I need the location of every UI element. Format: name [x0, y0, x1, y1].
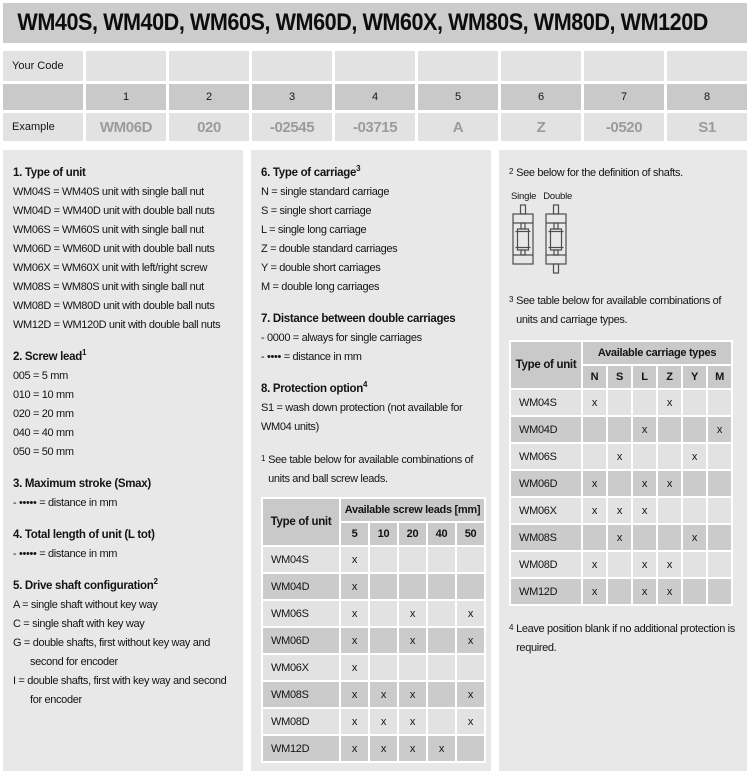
definition-line: WM04S = WM40S unit with single ball nut: [13, 186, 204, 198]
mark-cell: x: [633, 579, 656, 604]
unit-cell: WM06X: [511, 498, 581, 523]
heading-text: 1. Type of unit: [13, 167, 86, 179]
mark-cell: x: [341, 547, 368, 572]
section-heading: [13, 164, 233, 183]
example-value: 020: [169, 113, 249, 141]
mark-cell: [683, 498, 706, 523]
definition-line: Y = double short carriages: [261, 262, 381, 274]
definition-line: 010 = 10 mm: [13, 389, 74, 401]
definition-line: WM06D = WM60D unit with double ball nuts: [13, 243, 215, 255]
table-group-header: Available screw leads [mm]: [341, 499, 484, 521]
heading-sup: 4: [362, 380, 368, 390]
definition-line: 050 = 50 mm: [13, 446, 74, 458]
mark-cell: x: [708, 417, 731, 442]
mark-cell: x: [608, 444, 631, 469]
your-code-cell: [584, 51, 664, 81]
table-row: [511, 471, 731, 496]
footnote-text: See table below for available combinations of units and carriage types.: [516, 295, 722, 326]
mark-cell: x: [633, 471, 656, 496]
position-number: 8: [667, 84, 747, 110]
example-value: -03715: [335, 113, 415, 141]
position-number: 3: [252, 84, 332, 110]
position-number: 6: [501, 84, 581, 110]
mark-cell: x: [370, 682, 397, 707]
definition-line: Z = double standard carriages: [261, 243, 398, 255]
definition-line: 005 = 5 mm: [13, 370, 68, 382]
mark-cell: [683, 579, 706, 604]
definition-line: G = double shafts, first without key way and second for encoder: [13, 637, 211, 668]
table-row: [263, 547, 484, 572]
mark-cell: x: [341, 736, 368, 761]
your-code-cell: [335, 51, 415, 81]
mark-cell: [399, 655, 426, 680]
example-value: -02545: [252, 113, 332, 141]
definition-line: WM04D = WM40D unit with double ball nuts: [13, 205, 215, 217]
unit-cell: WM06D: [263, 628, 339, 653]
mark-cell: [633, 390, 656, 415]
mark-cell: x: [457, 709, 484, 734]
mark-cell: [399, 547, 426, 572]
heading-text: 2. Screw lead: [13, 351, 82, 363]
your-code-row: [3, 51, 747, 81]
table-row: [511, 552, 731, 577]
single-shaft-label: Single: [511, 191, 537, 202]
example-label: Example: [3, 113, 83, 141]
section-heading: [261, 164, 481, 183]
footnote-sup: 1: [261, 454, 266, 463]
section-screw-lead: [13, 348, 233, 462]
mark-cell: x: [399, 628, 426, 653]
definition-line: N = single standard carriage: [261, 186, 390, 198]
mark-cell: [428, 601, 455, 626]
mark-cell: x: [658, 390, 681, 415]
mark-cell: x: [341, 655, 368, 680]
footnote-text: See below for the definition of shafts.: [516, 167, 683, 179]
column-header: N: [583, 366, 606, 388]
column-header: L: [633, 366, 656, 388]
mark-cell: x: [633, 498, 656, 523]
example-value: A: [418, 113, 498, 141]
mark-cell: [370, 601, 397, 626]
definition-line: - ••••• = distance in mm: [13, 497, 118, 509]
mark-cell: [658, 417, 681, 442]
mark-cell: [583, 525, 606, 550]
table-row: [263, 574, 484, 599]
mark-cell: x: [457, 628, 484, 653]
definition-line: WM06S = WM60S unit with single ball nut: [13, 224, 204, 236]
section-carriage-distance: [261, 310, 481, 367]
mark-cell: x: [608, 498, 631, 523]
table-row: [263, 736, 484, 761]
table-corner-header: Type of unit: [511, 342, 581, 388]
column-header: 5: [341, 523, 368, 545]
panel-right: [499, 150, 747, 771]
unit-cell: WM06S: [263, 601, 339, 626]
heading-sup: 2: [153, 577, 158, 587]
definition-line: - •••• = distance in mm: [261, 351, 362, 363]
definition-line: WM08D = WM80D unit with double ball nuts: [13, 300, 215, 312]
definition-line: C = single shaft with key way: [13, 618, 145, 630]
mark-cell: x: [658, 579, 681, 604]
mark-cell: [370, 655, 397, 680]
mark-cell: x: [341, 682, 368, 707]
mark-cell: x: [370, 709, 397, 734]
mark-cell: x: [608, 525, 631, 550]
mark-cell: [708, 444, 731, 469]
column-header: S: [608, 366, 631, 388]
unit-cell: WM08S: [511, 525, 581, 550]
page-title: WM40S, WM40D, WM60S, WM60D, WM60X, WM80S, WM80D, WM120D: [17, 9, 708, 36]
mark-cell: x: [683, 444, 706, 469]
heading-text: 8. Protection option: [261, 383, 363, 395]
section-heading: [261, 310, 481, 329]
column-header: 50: [457, 523, 484, 545]
mark-cell: [658, 498, 681, 523]
mark-cell: [428, 655, 455, 680]
mark-cell: x: [428, 736, 455, 761]
definition-line: - 0000 = always for single carriages: [261, 332, 422, 344]
mark-cell: x: [583, 552, 606, 577]
mark-cell: x: [633, 552, 656, 577]
mark-cell: x: [457, 601, 484, 626]
mark-cell: [683, 471, 706, 496]
panel-left: [3, 150, 243, 771]
mark-cell: x: [583, 390, 606, 415]
mark-cell: [457, 547, 484, 572]
mark-cell: x: [658, 471, 681, 496]
mark-cell: [370, 547, 397, 572]
mark-cell: [428, 574, 455, 599]
position-row-spacer: [3, 84, 83, 110]
mark-cell: [658, 525, 681, 550]
unit-cell: WM12D: [511, 579, 581, 604]
table-row: [511, 498, 731, 523]
example-value: Z: [501, 113, 581, 141]
mark-cell: [708, 552, 731, 577]
unit-cell: WM08D: [263, 709, 339, 734]
section-drive-shaft: [13, 577, 233, 710]
mark-cell: [428, 628, 455, 653]
mark-cell: [683, 552, 706, 577]
content-panels: [3, 150, 747, 771]
carriage-type-table: [509, 340, 733, 606]
mark-cell: x: [341, 628, 368, 653]
your-code-cell: [667, 51, 747, 81]
mark-cell: x: [399, 682, 426, 707]
section-heading: [13, 526, 233, 545]
example-value: -0520: [584, 113, 664, 141]
mark-cell: x: [341, 709, 368, 734]
ordering-code-table: [3, 51, 747, 150]
mark-cell: [683, 390, 706, 415]
section-heading: [261, 380, 481, 399]
mark-cell: x: [583, 471, 606, 496]
mark-cell: [608, 390, 631, 415]
footnote-sup: 2: [509, 167, 514, 176]
mark-cell: [608, 579, 631, 604]
footnote-sup: 3: [509, 295, 514, 304]
mark-cell: [428, 709, 455, 734]
footnote-2: [509, 164, 737, 183]
mark-cell: x: [658, 552, 681, 577]
heading-text: 7. Distance between double carriages: [261, 313, 456, 325]
footnote-4: [509, 620, 737, 658]
table-row: [511, 525, 731, 550]
mark-cell: [708, 390, 731, 415]
position-number: 5: [418, 84, 498, 110]
mark-cell: x: [683, 525, 706, 550]
mark-cell: [608, 471, 631, 496]
table-row: [511, 444, 731, 469]
definition-line: WM08S = WM80S unit with single ball nut: [13, 281, 204, 293]
mark-cell: [457, 655, 484, 680]
table-row: [263, 601, 484, 626]
table-corner-header: Type of unit: [263, 499, 339, 545]
position-number: 4: [335, 84, 415, 110]
your-code-cell: [501, 51, 581, 81]
single-shaft-icon: [513, 205, 533, 264]
mark-cell: [633, 525, 656, 550]
mark-cell: [683, 417, 706, 442]
mark-cell: [708, 471, 731, 496]
definition-line: A = single shaft without key way: [13, 599, 158, 611]
mark-cell: [708, 579, 731, 604]
title-bar: [3, 3, 747, 43]
mark-cell: [608, 552, 631, 577]
mark-cell: [583, 444, 606, 469]
footnote-text: See table below for available combinations of units and ball screw leads.: [268, 454, 474, 485]
mark-cell: x: [399, 601, 426, 626]
panel-middle: [251, 150, 491, 771]
mark-cell: [370, 628, 397, 653]
unit-cell: WM06X: [263, 655, 339, 680]
definition-line: I = double shafts, first with key way and second for encoder: [13, 675, 227, 706]
mark-cell: [428, 682, 455, 707]
shaft-definition-diagram: [511, 191, 737, 280]
table-row: [511, 390, 731, 415]
position-number-row: [3, 84, 747, 110]
mark-cell: x: [583, 579, 606, 604]
section-protection-option: [261, 380, 481, 437]
double-shaft-label: Double: [543, 191, 573, 202]
definition-line: 040 = 40 mm: [13, 427, 74, 439]
your-code-cell: [169, 51, 249, 81]
unit-cell: WM06D: [511, 471, 581, 496]
mark-cell: [457, 736, 484, 761]
definition-line: - ••••• = distance in mm: [13, 548, 118, 560]
column-header: 10: [370, 523, 397, 545]
section-heading: [13, 577, 233, 596]
footnote-1: [261, 451, 481, 489]
definition-line: WM06X = WM60X unit with left/right screw: [13, 262, 208, 274]
mark-cell: [370, 574, 397, 599]
unit-cell: WM06S: [511, 444, 581, 469]
section-carriage-type: [261, 164, 481, 297]
column-header: Z: [658, 366, 681, 388]
table-row: [511, 417, 731, 442]
definition-line: WM12D = WM120D unit with double ball nuts: [13, 319, 221, 331]
your-code-cell: [252, 51, 332, 81]
heading-text: 5. Drive shaft configuration: [13, 580, 154, 592]
footnote-3: [509, 292, 737, 330]
unit-cell: WM04S: [263, 547, 339, 572]
position-number: 7: [584, 84, 664, 110]
your-code-cell: [86, 51, 166, 81]
mark-cell: [457, 574, 484, 599]
mark-cell: x: [583, 498, 606, 523]
unit-cell: WM08S: [263, 682, 339, 707]
table-row: [263, 682, 484, 707]
position-number: 2: [169, 84, 249, 110]
example-value: WM06D: [86, 113, 166, 141]
definition-line: M = double long carriages: [261, 281, 380, 293]
mark-cell: x: [457, 682, 484, 707]
unit-cell: WM04S: [511, 390, 581, 415]
section-type-of-unit: [13, 164, 233, 335]
your-code-label: Your Code: [3, 51, 83, 81]
unit-cell: WM04D: [263, 574, 339, 599]
mark-cell: [583, 417, 606, 442]
example-value: S1: [667, 113, 747, 141]
mark-cell: x: [341, 601, 368, 626]
screw-lead-table: [261, 497, 486, 763]
mark-cell: [608, 417, 631, 442]
mark-cell: x: [633, 417, 656, 442]
footnote-text: Leave position blank if no additional protection is required.: [516, 623, 735, 654]
unit-cell: WM08D: [511, 552, 581, 577]
heading-text: 6. Type of carriage: [261, 167, 357, 179]
heading-text: 4. Total length of unit (L tot): [13, 529, 155, 541]
example-row: [3, 113, 747, 141]
column-header: M: [708, 366, 731, 388]
double-shaft-icon: [546, 205, 566, 273]
mark-cell: x: [399, 709, 426, 734]
mark-cell: [708, 498, 731, 523]
unit-cell: WM04D: [511, 417, 581, 442]
definition-line: 020 = 20 mm: [13, 408, 74, 420]
heading-text: 3. Maximum stroke (Smax): [13, 478, 151, 490]
section-heading: [13, 348, 233, 367]
footnote-sup: 4: [509, 623, 514, 632]
section-max-stroke: [13, 475, 233, 513]
column-header: 20: [399, 523, 426, 545]
mark-cell: [428, 547, 455, 572]
heading-sup: 3: [356, 164, 361, 174]
table-row: [263, 709, 484, 734]
table-row: [263, 655, 484, 680]
column-header: Y: [683, 366, 706, 388]
mark-cell: x: [341, 574, 368, 599]
definition-line: S1 = wash down protection (not available for WM04 units): [261, 402, 463, 433]
mark-cell: [708, 525, 731, 550]
definition-line: S = single short carriage: [261, 205, 372, 217]
shaft-diagram-icon: [511, 204, 575, 275]
column-header: 40: [428, 523, 455, 545]
section-heading: [13, 475, 233, 494]
table-row: [511, 579, 731, 604]
section-total-length: [13, 526, 233, 564]
mark-cell: [399, 574, 426, 599]
mark-cell: [658, 444, 681, 469]
table-group-header: Available carriage types: [583, 342, 731, 364]
mark-cell: x: [370, 736, 397, 761]
heading-sup: 1: [81, 348, 87, 358]
position-number: 1: [86, 84, 166, 110]
table-row: [263, 628, 484, 653]
mark-cell: x: [399, 736, 426, 761]
unit-cell: WM12D: [263, 736, 339, 761]
your-code-cell: [418, 51, 498, 81]
definition-line: L = single long carriage: [261, 224, 367, 236]
mark-cell: [633, 444, 656, 469]
